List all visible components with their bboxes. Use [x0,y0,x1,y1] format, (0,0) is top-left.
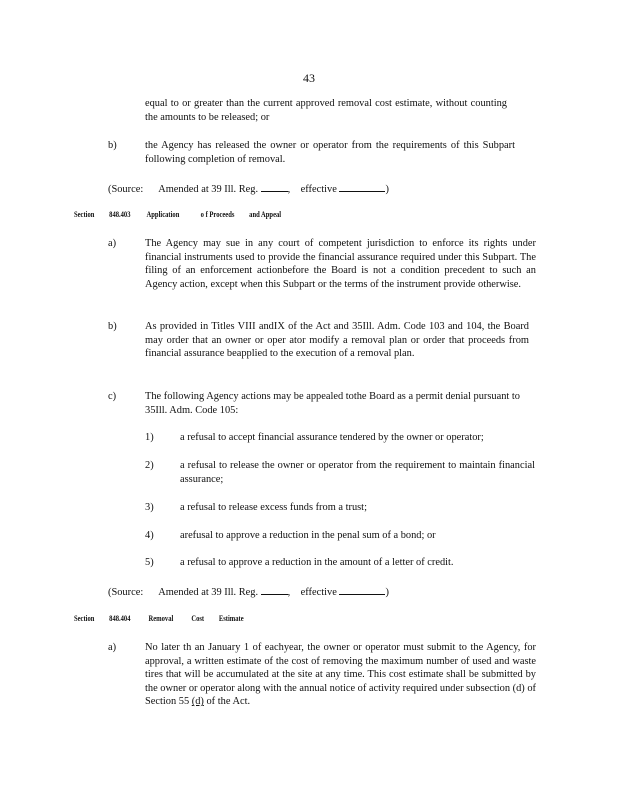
source-close: ) [385,587,389,598]
section-title-part-2: Cost [191,614,205,623]
sub-item-5-label: 5) [145,557,154,568]
item-b-text: the Agency has released the owner or operator from the requirements of this Subpart following completion of removal. [145,140,515,165]
paragraph-404-a-text [145,641,536,709]
continued-paragraph: equal to or greater than the current approved removal cost estimate, without counting the amounts to be released; or [145,98,507,123]
sub-item-4-label: 4) [145,530,154,541]
section-number: 848.404 [109,614,131,623]
paragraph-a-text: The Agency may sue in any court of competent jurisdiction to enforce its rights under financial instruments used to provide the financial assurance required under this Subpart. The filing of an enforcement actionbefore the Board is not a condition precedent to such an Agency action, except when this Subpart or the terms of the instrument provide otherwise. [145,238,536,290]
source-comma: , [287,587,291,598]
sub-item-1-label: 1) [145,432,154,443]
register-blank [261,584,288,595]
paragraph-b-text: As provided in Titles VIII andIX of the Act and 35Ill. Adm. Code 103 and 104, the Board may order that an owner or oper ator modify a removal plan or order that proceeds from financial assurance beapplied to the execution of a removal plan. [145,321,529,360]
section-heading-848-403 [74,210,281,219]
source-close: ) [385,184,389,195]
section-label: Section [74,210,95,219]
page-number: 43 [303,71,315,85]
paragraph-b-label: b) [108,321,117,332]
sub-item-2-text: a refusal to release the owner or operator from the requirement to maintain financial assurance; [180,460,535,485]
source-amended: Amended at 39 Ill. Reg. [158,587,259,598]
section-label: Section [74,614,95,623]
effective-date-blank [339,584,385,595]
paragraph-c-text: The following Agency actions may be appealed tothe Board as a permit denial pursuant to 35Ill. Adm. Code 105: [145,391,520,416]
source-effective: effective [300,184,337,195]
sub-item-3-text: a refusal to release excess funds from a trust; [180,502,367,513]
sub-item-4-text: arefusal to approve a reduction in the penal sum of a bond; or [180,530,436,541]
section-number: 848.403 [109,210,131,219]
register-blank [261,181,288,192]
section-title-part-1: Removal [148,614,174,623]
source-prefix: (Source: [108,587,144,598]
section-title-part-3: and Appeal [249,210,282,219]
subsection-reference: (d) [191,696,204,708]
sub-item-3-label: 3) [145,502,154,513]
paragraph-404-a-end: of the Act. [203,696,251,708]
section-title-part-1: Application [146,210,180,219]
source-effective: effective [300,587,337,598]
item-b-label: b) [108,140,117,151]
sub-item-1-text: a refusal to accept financial assurance tendered by the owner or operator; [180,432,484,443]
source-note-2 [108,584,389,600]
sub-item-5-text: a refusal to approve a reduction in the amount of a letter of credit. [180,557,454,568]
source-prefix: (Source: [108,184,144,195]
section-heading-848-404 [74,614,244,623]
paragraph-404-a-label: a) [108,642,117,653]
section-title-part-3: Estimate [218,614,244,623]
source-comma: , [287,184,291,195]
paragraph-c-label: c) [108,391,117,402]
source-amended: Amended at 39 Ill. Reg. [158,184,259,195]
sub-item-2-label: 2) [145,460,154,471]
paragraph-404-a-main: No later th an January 1 of eachyear, the owner or operator must submit to the Agency, for approval, a written estimate of the cost of removing the maximum number of used and waste tires that will be accumulated at the site at any time. This cost estimate shall be submitted by the owner or operator along with the annual notice of activity required under subsection (d) of Section 55 [145,642,536,708]
effective-date-blank [339,181,385,192]
section-title-part-2: o f Proceeds [200,210,235,219]
paragraph-a-label: a) [108,238,117,249]
source-note-1 [108,181,389,197]
